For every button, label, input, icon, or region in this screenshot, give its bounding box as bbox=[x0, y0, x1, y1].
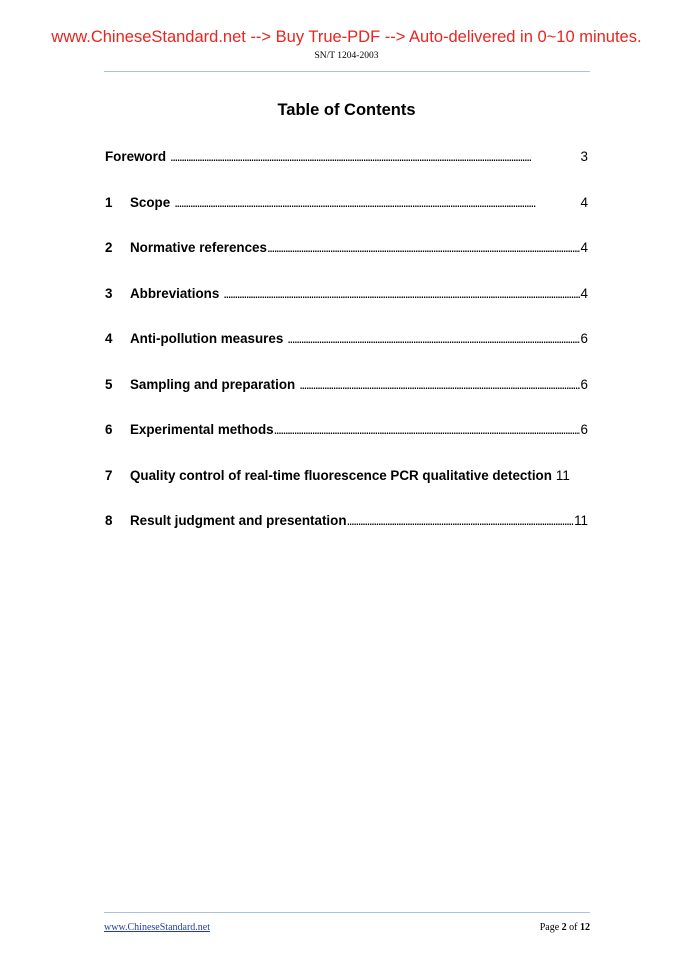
toc-entry-abbreviations[interactable] bbox=[105, 285, 588, 331]
toc-entry-page: 6 bbox=[580, 376, 588, 392]
toc-entry-number: 7 bbox=[105, 467, 113, 483]
page-of: of bbox=[569, 922, 578, 933]
page-prefix: Page bbox=[539, 922, 560, 933]
toc-entry-foreword[interactable] bbox=[105, 148, 588, 194]
toc-entry-sampling-and-preparation[interactable] bbox=[105, 376, 588, 422]
toc-entry-number: 3 bbox=[105, 285, 113, 301]
toc-entry-page: 4 bbox=[580, 194, 588, 210]
toc-entry-page: 6 bbox=[580, 422, 588, 437]
page-number bbox=[540, 922, 590, 933]
toc-title: Table of Contents bbox=[277, 101, 416, 119]
toc-entry-experimental-methods[interactable] bbox=[105, 421, 588, 467]
toc-entry-result-judgment[interactable] bbox=[105, 512, 588, 558]
toc-entry-number: 2 bbox=[105, 240, 113, 255]
toc-dot-leader bbox=[274, 421, 580, 439]
toc-entry-scope[interactable] bbox=[105, 194, 588, 240]
standard-code: SN/T 1204-2003 bbox=[314, 51, 379, 61]
header-divider bbox=[104, 71, 590, 72]
toc-entry-page: 4 bbox=[580, 285, 588, 301]
toc-entry-page: 11 bbox=[555, 467, 570, 483]
toc-dot-leader bbox=[267, 239, 580, 257]
toc-list bbox=[105, 148, 588, 558]
toc-entry-label: Experimental methods bbox=[130, 422, 274, 437]
toc-entry-number: 6 bbox=[105, 422, 113, 437]
toc-entry-page: 3 bbox=[580, 149, 588, 164]
footer-divider bbox=[104, 912, 590, 913]
toc-entry-number: 1 bbox=[105, 194, 113, 210]
page-current: 2 bbox=[561, 922, 567, 933]
toc-entry-label: Foreword bbox=[105, 149, 167, 164]
page-total: 12 bbox=[580, 922, 590, 933]
toc-dot-leader bbox=[347, 512, 574, 530]
toc-entry-number: 5 bbox=[105, 376, 113, 392]
toc-entry-label: Anti-pollution measures bbox=[130, 331, 284, 346]
toc-entry-label: Scope bbox=[130, 194, 171, 210]
toc-entry-page: 6 bbox=[580, 331, 588, 346]
toc-dot-leader bbox=[287, 330, 579, 348]
toc-entry-label: Result judgment and presentation bbox=[130, 513, 347, 528]
toc-dot-leader bbox=[174, 194, 579, 212]
toc-dot-leader bbox=[223, 285, 579, 303]
toc-entry-page: 11 bbox=[574, 513, 588, 528]
footer-site-link[interactable]: www.ChineseStandard.net bbox=[104, 922, 210, 933]
toc-entry-normative-references[interactable] bbox=[105, 239, 588, 285]
toc-dot-leader bbox=[299, 376, 579, 394]
toc-entry-label: Normative references bbox=[130, 240, 267, 255]
toc-entry-page: 4 bbox=[580, 240, 588, 255]
toc-entry-quality-control[interactable] bbox=[105, 467, 588, 513]
toc-entry-label: Abbreviations bbox=[130, 285, 220, 301]
toc-dot-leader bbox=[170, 148, 580, 166]
toc-entry-number: 8 bbox=[105, 513, 113, 528]
toc-entry-label: Quality control of real-time fluorescence PCR qualitative detection bbox=[130, 467, 552, 483]
toc-entry-number: 4 bbox=[105, 331, 113, 346]
promo-banner-link[interactable]: www.ChineseStandard.net --> Buy True-PDF --> Auto-delivered in 0~10 minutes. bbox=[51, 28, 642, 46]
toc-entry-label: Sampling and preparation bbox=[130, 376, 296, 392]
toc-entry-anti-pollution-measures[interactable] bbox=[105, 330, 588, 376]
